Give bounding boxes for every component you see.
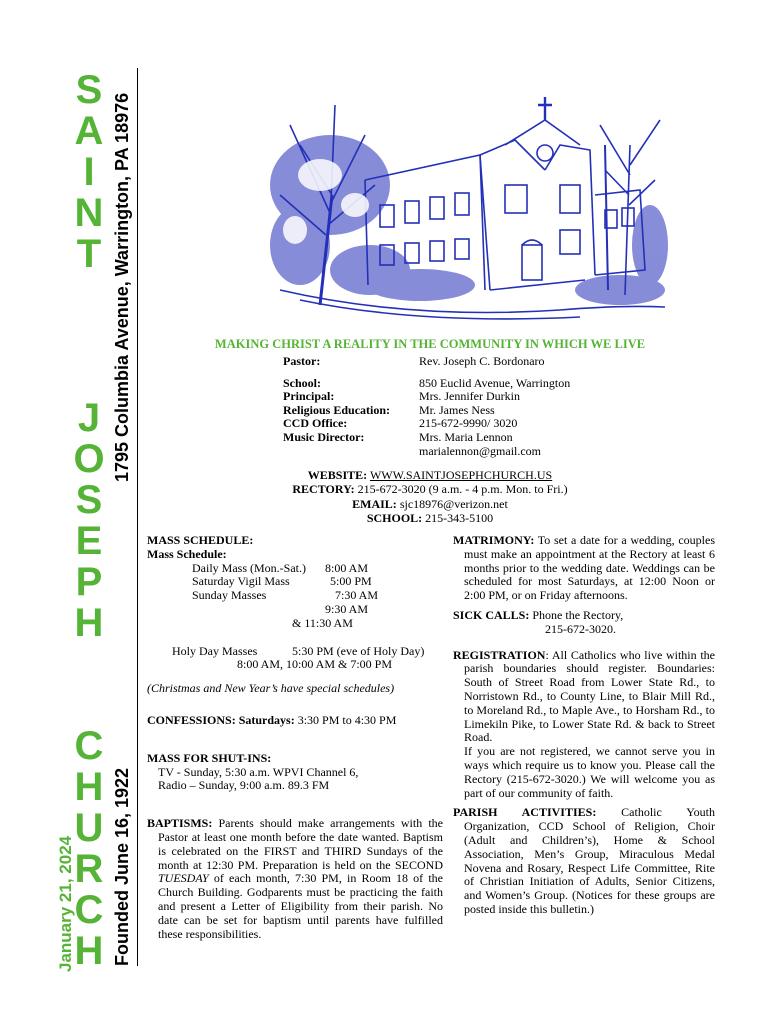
right-column [453, 534, 715, 917]
daily-mass-time: 8:00 AM [325, 560, 369, 575]
activities-label: PARISH ACTIVITIES: [453, 805, 597, 820]
religious-education-label: Religious Education: [283, 402, 391, 417]
title-letter: H [74, 601, 104, 645]
title-gap [62, 644, 116, 685]
email-address: sjc18976@verizon.net [399, 496, 508, 511]
sick-calls-phone: 215-672-3020. [545, 621, 616, 636]
music-director-email: marialennon@gmail.com [419, 443, 542, 458]
sunday-mass-label: Sunday Masses [192, 588, 267, 603]
activities-text: Catholic Youth Organization, CCD School of Religion, Choir (Adult and Children’s), Home & School Association, Men’s Group, Miraculous Medal Novena and Rosary, Respect Life Committee, Rite of Christian Initiation of Adults, Senior Citizens, and Women’s Group. (Notices for these groups are posted inside this bulletin.) [464, 805, 716, 916]
title-letter: T [76, 232, 102, 276]
mass-schedule-heading: MASS SCHEDULE: [147, 533, 254, 547]
special-schedule-note: (Christmas and New Year’s have special schedules) [147, 681, 395, 696]
title-letter: H [74, 765, 104, 809]
email-label: EMAIL: [352, 496, 397, 511]
sick-calls-label: SICK CALLS: [453, 607, 530, 622]
registration-paragraph [453, 649, 715, 746]
shutins-heading: MASS FOR SHUT-INS: [147, 750, 272, 765]
title-gap [62, 357, 116, 398]
music-director-name: Mrs. Maria Lennon [419, 429, 513, 444]
bulletin-date: January 21, 2024 [56, 835, 75, 972]
title-letter: N [74, 191, 104, 235]
sunday-mass-time: & 11:30 AM [292, 615, 353, 630]
school-address: 850 Euclid Avenue, Warrington [419, 375, 571, 390]
sunday-mass-time: 7:30 AM [335, 588, 379, 603]
title-letter: C [74, 888, 104, 932]
title-gap [62, 316, 116, 357]
school-label: School: [283, 375, 322, 390]
pastor-name: Rev. Joseph C. Bordonaro [419, 354, 545, 368]
sick-calls-text: Phone the Rectory, [532, 607, 624, 622]
shutins-tv: TV - Sunday, 5:30 a.m. WPVI Channel 6, [158, 764, 359, 779]
matrimony-paragraph [453, 534, 715, 603]
staff-directory [283, 355, 570, 458]
title-letter: S [75, 478, 103, 522]
baptisms-text-1: Parents should make arrangements with the Pastor at least one month before the date wanted. Baptism is celebrated on the FIRST and THIRD Sundays of the month at 12:30 PM. Preparation is held on the SECOND [158, 816, 443, 872]
title-gap [62, 275, 116, 316]
title-gap [62, 685, 116, 726]
holy-day-label: Holy Day Masses [172, 643, 258, 658]
title-letter: C [74, 724, 104, 768]
founded-date: Founded June 16, 1922 [112, 767, 132, 966]
baptisms-label: BAPTISMS: [147, 816, 213, 831]
confessions-time: 3:30 PM to 4:30 PM [297, 712, 397, 727]
rectory-phone: 215-672-3020 (9 a.m. - 4 p.m. Mon. to Fri.) [357, 482, 568, 497]
holy-day-times: 8:00 AM, 10:00 AM & 7:00 PM [237, 657, 393, 672]
vertical-divider [137, 68, 138, 966]
activities-paragraph [453, 806, 715, 916]
sick-calls-paragraph [453, 609, 715, 623]
title-letter: H [74, 929, 104, 973]
religious-education-name: Mr. James Ness [419, 402, 495, 417]
title-letter: R [74, 847, 104, 891]
vigil-mass-time: 5:00 PM [330, 574, 372, 589]
baptisms-tuesday: TUESDAY [158, 871, 209, 886]
parish-motto: MAKING CHRIST A REALITY IN THE COMMUNITY IN WHICH WE LIVE [214, 337, 646, 351]
baptisms-paragraph [147, 817, 443, 941]
title-letter: A [74, 109, 104, 153]
title-letter: S [75, 68, 103, 112]
left-column [147, 534, 443, 941]
title-letter: U [74, 806, 104, 850]
shutins-radio: Radio – Sunday, 9:00 a.m. 89.3 FM [158, 778, 330, 793]
title-letter: P [75, 560, 103, 604]
principal-name: Mrs. Jennifer Durkin [419, 389, 520, 404]
pastor-label: Pastor: [283, 354, 321, 368]
website-link[interactable]: WWW.SAINTJOSEPHCHURCH.US [369, 468, 553, 482]
matrimony-label: MATRIMONY: [453, 533, 535, 547]
mass-schedule-subheading: Mass Schedule: [147, 546, 227, 561]
baptisms-text-2: of each month, 7:30 PM, in Room 18 of the Church Building. Godparents must be practicing the faith and present a Letter of Eligibility from their parish. No date can be set for baptism until parents have fulfilled these responsibilities. [158, 871, 443, 941]
sunday-mass-time: 9:30 AM [325, 601, 369, 616]
rectory-label: RECTORY: [292, 482, 355, 497]
title-letter: O [73, 437, 105, 481]
title-letter: I [83, 150, 95, 194]
vigil-mass-label: Saturday Vigil Mass [192, 574, 290, 589]
school-phone-label: SCHOOL: [366, 511, 423, 526]
holy-day-eve: 5:30 PM (eve of Holy Day) [292, 643, 425, 658]
church-address: 1795 Columbia Avenue, Warrington, PA 18976 [112, 92, 132, 482]
daily-mass-label: Daily Mass (Mon.-Sat.) [192, 560, 306, 575]
contact-info [140, 468, 720, 526]
ccd-office-phone: 215-672-9990/ 3020 [419, 416, 518, 431]
confessions-label: CONFESSIONS: Saturdays: [147, 712, 295, 727]
registration-label: REGISTRATION [453, 647, 546, 662]
matrimony-text: To set a date for a wedding, couples must make an appointment at the Rectory at least 6 months prior to the wedding date. Weddings can be scheduled for most Saturdays, at 12:00 Noon or 2:00 PM, or on Friday afternoons. [464, 533, 715, 603]
principal-label: Principal: [283, 389, 335, 404]
registration-text-2: If you are not registered, we cannot serve you in ways which require us to know you. Please call the Rectory (215-672-3020.) We will welcome you as part of our community of faith. [464, 744, 715, 800]
ccd-office-label: CCD Office: [283, 416, 348, 431]
title-letter: E [75, 519, 103, 563]
school-phone: 215-343-5100 [425, 511, 494, 526]
registration-text: : All Catholics who live within the parish boundaries should register. Boundaries: South of Street Road from Lower State Rd., to Norristown Rd., to County Line, to Blair Mill Rd., to Moreland Rd., to Maple Ave., to Horsham Rd., to Limekiln Pike, to Lower State Rd. & back to Street Road. [464, 647, 715, 745]
title-letter: J [77, 396, 101, 440]
website-label: WEBSITE: [307, 468, 368, 482]
music-director-label: Music Director: [283, 429, 365, 444]
church-illustration [260, 85, 670, 330]
